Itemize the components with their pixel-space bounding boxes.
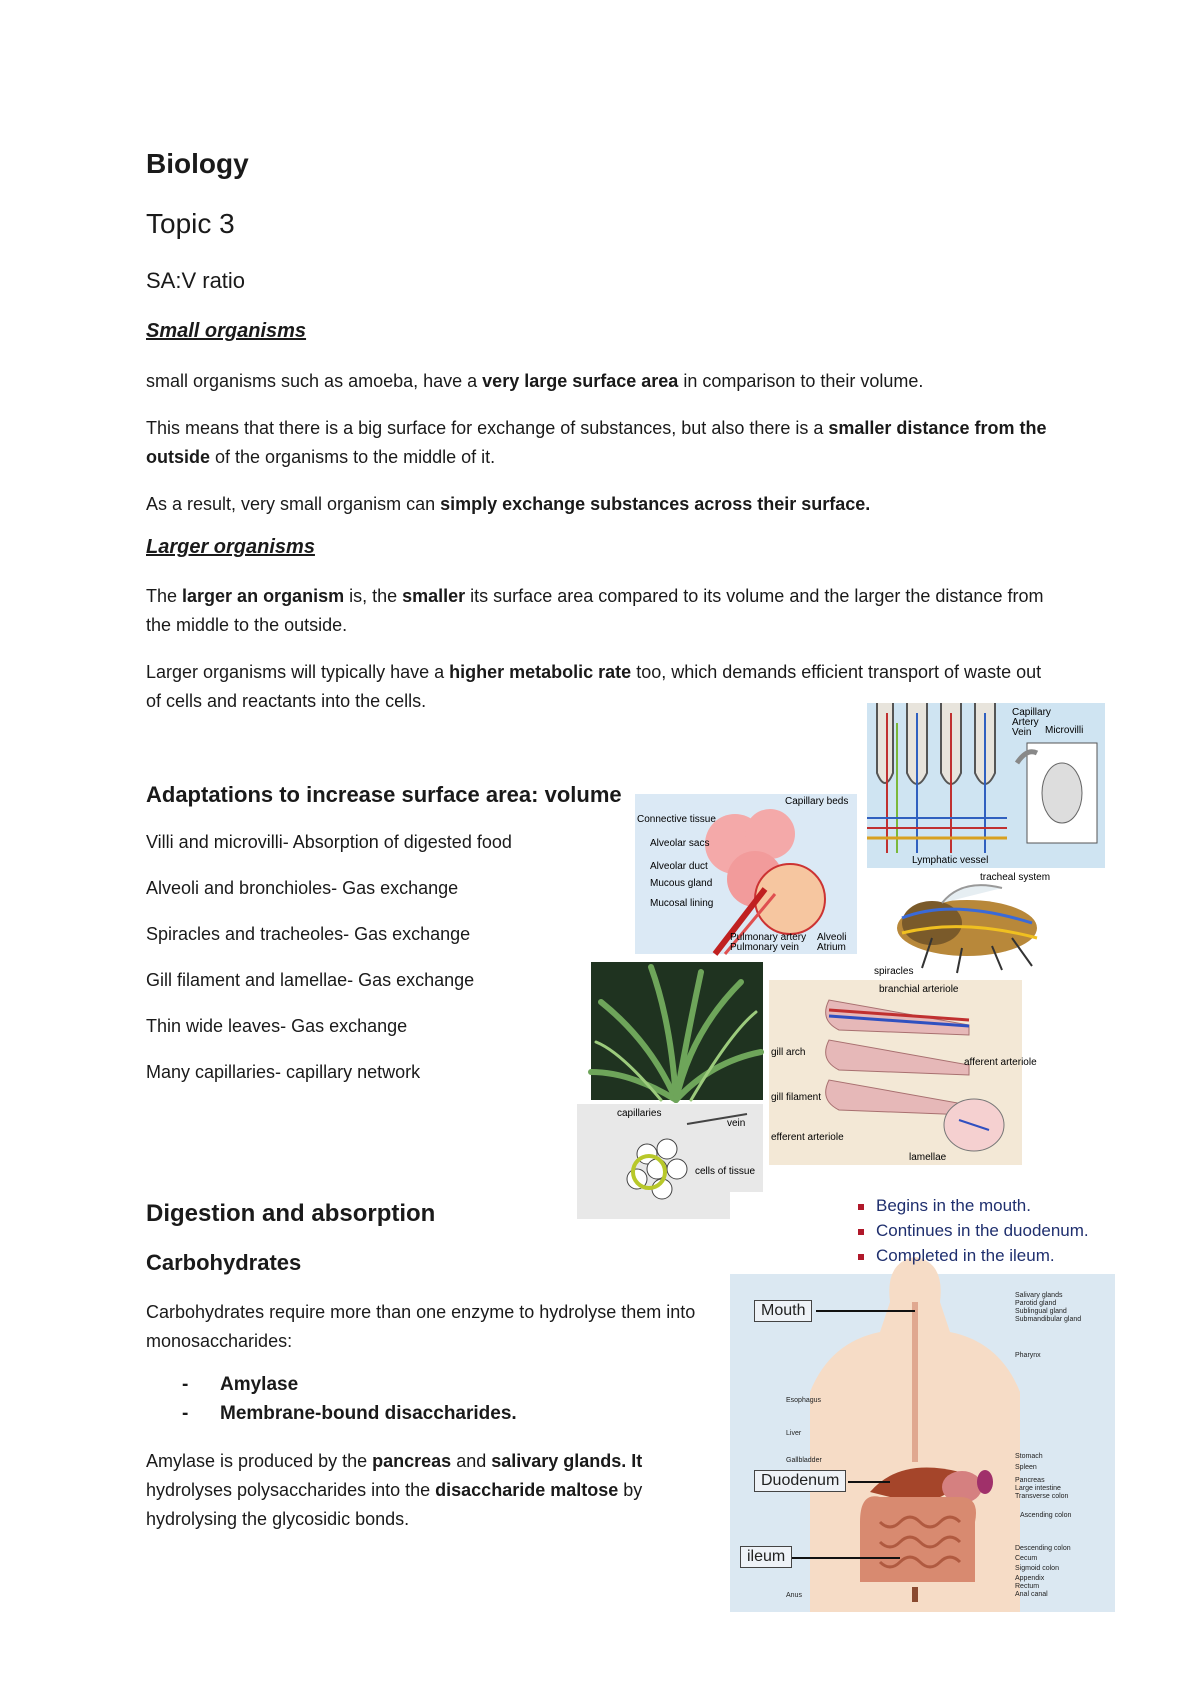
alveoli-label: Atrium <box>817 942 846 953</box>
small-paragraph-2 <box>146 414 1076 472</box>
text-run: is, the <box>344 586 403 606</box>
villi-label: Vein <box>1012 727 1032 738</box>
digestive-label: Pancreas <box>1015 1477 1045 1484</box>
bee-illustration <box>872 868 1072 978</box>
bold-text-run: smaller <box>402 586 466 606</box>
bee-diagram-image <box>872 868 1072 978</box>
carbohydrates-heading: Carbohydrates <box>146 1250 302 1275</box>
subheading-larger-organisms: Larger organisms <box>146 536 315 558</box>
adaptation-item: Thin wide leaves- Gas exchange <box>146 1016 408 1036</box>
digestive-label: Parotid gland <box>1015 1300 1057 1307</box>
bee-label: spiracles <box>874 966 914 977</box>
alveoli-label: Alveolar duct <box>650 861 708 872</box>
digestion-stage: Begins in the mouth. <box>858 1193 1089 1218</box>
capillary-label: vein <box>727 1118 746 1129</box>
bee-label: tracheal system <box>980 872 1051 883</box>
subheading-small-organisms: Small organisms <box>146 320 307 342</box>
digestion-stage: Continues in the duodenum. <box>858 1218 1089 1243</box>
mouth-box-label: Mouth <box>754 1300 812 1322</box>
adaptation-item: Gill filament and lamellae- Gas exchange <box>146 970 475 990</box>
alveoli-label: Pulmonary artery <box>730 932 807 943</box>
bold-text-run: very large surface area <box>482 371 679 391</box>
adaptation-item: Many capillaries- capillary network <box>146 1062 421 1082</box>
amylase-paragraph <box>146 1447 711 1534</box>
page-title: Biology <box>146 148 249 179</box>
digestive-label: Sigmoid colon <box>1015 1565 1059 1572</box>
alveoli-label: Pulmonary vein <box>730 942 799 953</box>
leaves-illustration <box>591 962 763 1100</box>
adaptation-item: Villi and microvilli- Absorption of digested food <box>146 832 512 852</box>
adaptation-item: Alveoli and bronchioles- Gas exchange <box>146 878 459 898</box>
alveoli-label: Alveoli <box>817 932 847 943</box>
ileum-box-label: ileum <box>740 1546 792 1568</box>
bold-text-run: higher metabolic rate <box>449 662 632 682</box>
bullet-item: - Membrane-bound disaccharides. <box>182 1403 517 1424</box>
bold-text-run: simply exchange substances across their surface. <box>440 494 871 514</box>
text-run: Larger organisms will typically have a <box>146 662 450 682</box>
text-run: Amylase is produced by the <box>146 1451 373 1471</box>
text-run: its surface area compared to its volume and the larger the distance from the middle to the outside. <box>146 586 1044 635</box>
digestive-label: Anal canal <box>1015 1591 1048 1598</box>
digestive-label: Transverse colon <box>1015 1493 1069 1500</box>
text-run: small organisms such as amoeba, have a <box>146 371 483 391</box>
bold-text-run: smaller distance from the outside <box>146 418 1047 467</box>
text-run: hydrolyses polysaccharides into the <box>146 1480 436 1500</box>
small-paragraph-3 <box>146 490 1066 519</box>
digestion-stages-list <box>858 1193 1089 1268</box>
digestive-label: Salivary glands <box>1015 1292 1063 1299</box>
gill-label: branchial arteriole <box>879 984 959 995</box>
gill-diagram-image <box>769 980 1037 1165</box>
digestive-label: Sublingual gland <box>1015 1308 1067 1315</box>
text-run: As a result, very small organism can <box>146 494 441 514</box>
digestive-label: Pharynx <box>1015 1352 1041 1359</box>
digestive-label: Descending colon <box>1015 1545 1071 1552</box>
gill-label: afferent arteriole <box>964 1057 1037 1068</box>
digestive-label: Spleen <box>1015 1464 1037 1471</box>
bullet-item: - Amylase <box>182 1374 299 1395</box>
text-run: in comparison to their volume. <box>678 371 924 391</box>
gill-label: gill filament <box>771 1092 822 1103</box>
digestive-label: Liver <box>786 1430 802 1437</box>
bullet-square-icon <box>858 1254 864 1260</box>
villi-label: Lymphatic vessel <box>912 855 989 866</box>
gill-label: gill arch <box>771 1047 806 1058</box>
digestive-label: Submandibular gland <box>1015 1316 1082 1323</box>
villi-label: Artery <box>1012 717 1039 728</box>
alveoli-diagram-image <box>635 794 857 954</box>
bullet-square-icon <box>858 1229 864 1235</box>
digestive-label: Cecum <box>1015 1555 1038 1562</box>
bullet-square-icon <box>858 1204 864 1210</box>
digestive-label: Stomach <box>1015 1453 1043 1460</box>
text-run: This means that there is a big surface for exchange of substances, but also there is a <box>146 418 829 438</box>
alveoli-label: Mucosal lining <box>650 898 714 909</box>
text-run: The <box>146 586 183 606</box>
gill-label: lamellae <box>909 1152 947 1163</box>
text-run: too, which demands efficient transport of waste out of cells and reactants into the cells. <box>146 662 1042 711</box>
topic-heading: Topic 3 <box>146 208 235 239</box>
gill-illustration <box>769 980 1037 1165</box>
duodenum-box-label: Duodenum <box>754 1470 846 1492</box>
bold-text-run: salivary glands. It <box>491 1451 643 1471</box>
digestive-label: Appendix <box>1015 1575 1045 1582</box>
alveoli-label: Alveolar sacs <box>650 838 710 849</box>
digestion-stage: Completed in the ileum. <box>858 1243 1089 1268</box>
digestive-label: Large intestine <box>1015 1485 1061 1492</box>
alveoli-illustration <box>635 794 857 954</box>
digestive-label: Rectum <box>1015 1583 1040 1590</box>
carbohydrates-paragraph: Carbohydrates require more than one enzyme to hydrolyse them into monosaccharides: <box>146 1302 696 1351</box>
digestion-heading: Digestion and absorption <box>146 1200 436 1227</box>
gill-label: efferent arteriole <box>771 1132 844 1143</box>
digestive-label: Anus <box>786 1592 802 1599</box>
alveoli-label: Connective tissue <box>637 814 716 825</box>
bold-text-run: pancreas <box>372 1451 452 1471</box>
larger-paragraph-1 <box>146 582 1046 640</box>
text-run: and <box>451 1451 492 1471</box>
text-run: by hydrolysing the glycosidic bonds. <box>146 1480 643 1529</box>
leaves-photo <box>591 962 763 1100</box>
small-paragraph-1 <box>146 367 1066 396</box>
bold-text-run: disaccharide maltose <box>435 1480 619 1500</box>
adaptation-item: Spiracles and tracheoles- Gas exchange <box>146 924 471 944</box>
section-heading-sav: SA:V ratio <box>146 268 246 293</box>
capillary-label: cells of tissue <box>695 1166 756 1177</box>
digestive-label: Gallbladder <box>786 1457 822 1464</box>
villi-illustration <box>867 703 1105 868</box>
villi-label: Microvilli <box>1045 725 1084 736</box>
villi-diagram-image <box>867 703 1105 868</box>
text-run: of the organisms to the middle of it. <box>210 447 496 467</box>
bold-text-run: larger an organism <box>182 586 345 606</box>
digestive-label: Esophagus <box>786 1397 822 1404</box>
digestive-label: Ascending colon <box>1020 1512 1072 1519</box>
adaptations-heading: Adaptations to increase surface area: volume <box>146 782 622 807</box>
alveoli-label: Capillary beds <box>785 796 849 807</box>
villi-label: Capillary <box>1012 707 1051 718</box>
alveoli-label: Mucous gland <box>650 878 713 889</box>
capillary-label: capillaries <box>617 1108 662 1119</box>
